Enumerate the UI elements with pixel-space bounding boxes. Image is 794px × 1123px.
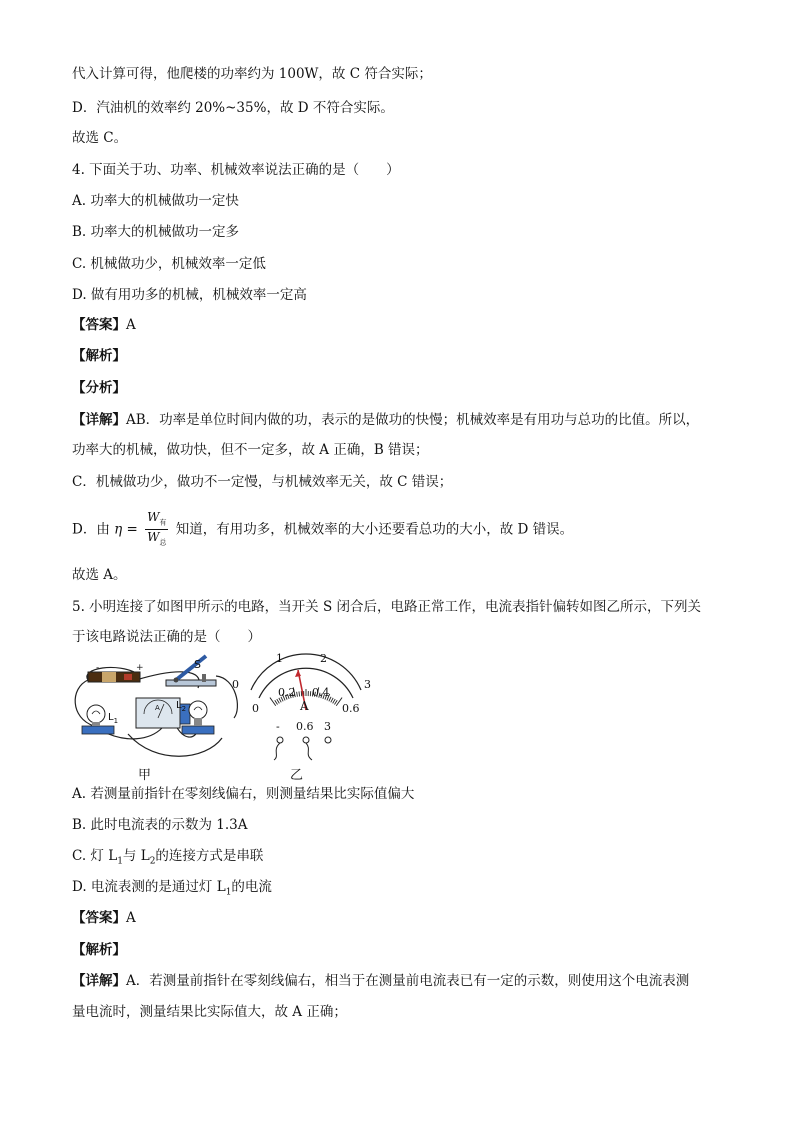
q5-option-c: C. 灯 $L_1$与 $L_2$的连接方式是串联 — [72, 848, 264, 867]
scale-inner-0.4: 0.4 — [312, 686, 330, 699]
q4-detail-line: C．机械做功少，做功不一定慢，与机械效率无关，故 C 错误； — [72, 474, 453, 490]
q4-option-a: A. 功率大的机械做功一定快 — [72, 193, 239, 209]
terminal-minus: - — [276, 720, 280, 733]
q4-detail-formula-line — [72, 510, 734, 550]
battery-minus-label: - — [96, 663, 100, 673]
text-line: 代入计算可得，他爬楼的功率约为 100W，故 C 符合实际； — [72, 66, 432, 82]
answer-tag: 【答案】 — [72, 910, 126, 926]
q5-option-b: B. 此时电流表的示数为 1.3A — [72, 817, 248, 833]
q4-option-b: B. 功率大的机械做功一定多 — [72, 224, 240, 240]
terminal-posts — [274, 737, 331, 760]
scale-inner-0.2: 0.2 — [278, 686, 296, 699]
dial-tick — [277, 699, 280, 703]
q5-detail-line — [72, 971, 734, 991]
battery-plus-label: + — [136, 663, 144, 673]
formula-prefix: D．由 — [72, 521, 110, 538]
q4-option-c: C. 机械做功少，机械效率一定低 — [72, 256, 266, 272]
fraction-denominator: $W_总$ — [147, 530, 167, 547]
q5-option-a: A. 若测量前指针在零刻线偏右，则测量结果比实际值偏大 — [72, 786, 415, 802]
terminal-0.6: 0.6 — [296, 720, 314, 733]
detail-tag: 【详解】 — [72, 973, 126, 989]
q5-answer — [72, 908, 734, 928]
dial-tick — [333, 699, 336, 703]
q4-option-d: D. 做有用功多的机械，机械效率一定高 — [72, 287, 307, 303]
switch-icon — [166, 656, 216, 686]
scale-outer-2: 2 — [320, 652, 327, 665]
dial-tick — [334, 700, 337, 704]
question-4-stem: 4. 下面关于功、功率、机械效率说法正确的是（ ） — [72, 162, 400, 178]
ammeter-icon — [136, 698, 190, 728]
q5-analysis-tag: 【解析】 — [72, 942, 126, 958]
lamp-l2-label: $L_2$ — [176, 700, 187, 713]
scale-outer-1: 1 — [276, 652, 283, 665]
terminal-3: 3 — [324, 720, 331, 733]
scale-inner-0.6: 0.6 — [342, 702, 360, 715]
q4-detail-line — [72, 410, 734, 430]
dial-tick — [275, 700, 278, 704]
scale-inner-0: 0 — [252, 702, 259, 715]
lamp-l1-label: $L_1$ — [108, 712, 119, 725]
circuit-figure — [66, 648, 396, 783]
q4-answer — [72, 315, 734, 335]
scale-outer-0: 0 — [232, 678, 239, 691]
q4-fenxi-tag: 【分析】 — [72, 380, 126, 396]
answer-value: A — [126, 910, 136, 926]
detail-tag: 【详解】 — [72, 412, 126, 428]
dial-tick — [270, 698, 276, 706]
q4-analysis-tag: 【解析】 — [72, 348, 126, 364]
efficiency-symbol: η = — [114, 521, 138, 538]
battery-icon — [88, 672, 140, 682]
q4-conclusion: 故选 A。 — [72, 567, 127, 583]
efficiency-fraction — [145, 510, 168, 550]
formula-suffix: 知道，有用功多，机械效率的大小还要看总功的大小，故 D 错误。 — [175, 521, 574, 538]
dial-tick — [297, 692, 298, 697]
switch-label: S — [194, 658, 201, 671]
fraction-numerator: $W_有$ — [145, 510, 168, 530]
text-line: D．汽油机的效率约 20%~35%，故 D 不符合实际。 — [72, 100, 394, 116]
detail-text: A．若测量前指针在零刻线偏右，相当于在测量前电流表已有一定的示数，则使用这个电流表测 — [126, 973, 690, 989]
dial-letter: A — [300, 699, 309, 713]
answer-tag: 【答案】 — [72, 317, 126, 333]
question-5-stem: 5. 小明连接了如图甲所示的电路，当开关 S 闭合后，电路正常工作，电流表指针偏转如图乙所示，下列关 — [72, 599, 702, 615]
dial-tick — [331, 698, 333, 702]
detail-text: AB．功率是单位时间内做的功，表示的是做功的快慢；机械效率是有用功与总功的比值。所以， — [126, 412, 700, 428]
scale-outer-3: 3 — [364, 678, 371, 691]
dial-tick — [299, 691, 300, 696]
ammeter-letter: A — [155, 704, 160, 712]
q4-detail-line: 功率大的机械，做功快，但不一定多，故 A 正确，B 错误； — [72, 442, 429, 458]
answer-value: A — [126, 317, 136, 333]
text-line: 故选 C。 — [72, 130, 128, 146]
question-5-stem: 于该电路说法正确的是（ ） — [72, 629, 261, 645]
q5-detail-line: 量电流时，测量结果比实际值大，故 A 正确； — [72, 1004, 347, 1020]
caption-yi: 乙 — [290, 768, 304, 783]
q5-option-d: D. 电流表测的是通过灯 $L_1$的电流 — [72, 879, 272, 898]
caption-jia: 甲 — [138, 768, 152, 783]
